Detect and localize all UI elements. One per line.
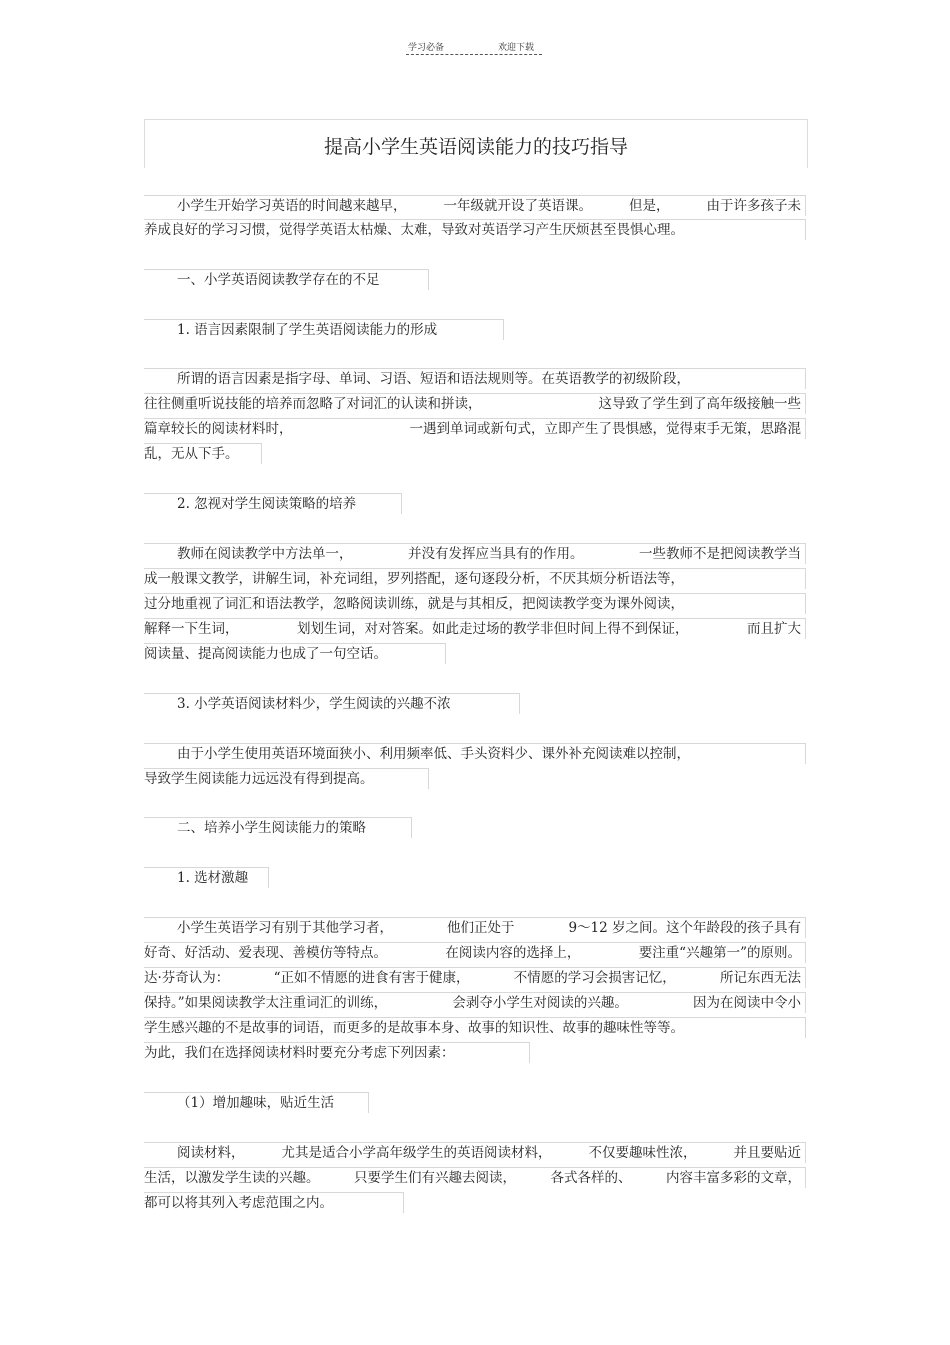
text-line xyxy=(144,219,806,240)
text-segment: “正如不情愿的进食有害于健康， xyxy=(273,970,470,986)
text-line xyxy=(144,618,806,639)
text-segment: 所谓的语言因素是指字母、单词、习语、短语和语法规则等。在英语教学的初级阶段， xyxy=(177,371,690,387)
text-segment: 会剥夺小学生对阅读的兴趣。 xyxy=(452,995,628,1011)
text-segment: 他们正处于 xyxy=(446,920,515,936)
text-segment: 但是， xyxy=(629,198,670,214)
text-line xyxy=(144,693,520,714)
text-segment: 学生感兴趣的不是故事的词语，而更多的是故事本身、故事的知识性、故事的趣味性等等。 xyxy=(144,1020,684,1036)
text-segment: 各式各样的、 xyxy=(550,1170,632,1186)
text-line xyxy=(144,393,806,414)
text-line xyxy=(144,1167,806,1188)
text-segment: 保持。”如果阅读教学太注重词汇的训练， xyxy=(144,995,388,1011)
text-segment: 阅读材料， xyxy=(177,1145,245,1161)
text-segment: 达·芬奇认为： xyxy=(144,970,230,986)
text-segment: 由于许多孩子未 xyxy=(706,198,801,214)
page-header xyxy=(406,38,542,55)
text-segment: 为此，我们在选择阅读材料时要充分考虑下列因素： xyxy=(144,1045,455,1061)
text-segment: 生活，以激发学生读的兴趣。 xyxy=(144,1170,320,1186)
text-line xyxy=(144,1017,806,1038)
text-line xyxy=(144,1042,530,1063)
text-segment: 9～12 岁之间。这个年龄段的孩子具有 xyxy=(568,920,801,936)
text-segment: 由于小学生使用英语环境面狭小、利用频率低、手头资料少、课外补充阅读难以控制， xyxy=(177,746,690,762)
header-left-text: 学习必备 xyxy=(408,43,445,53)
text-segment: 划划生词，对对答案。如此走过场的教学非但时间上得不到保证， xyxy=(297,621,689,637)
text-line xyxy=(144,942,806,963)
text-segment: 要注重“兴趣第一”的原则。 xyxy=(638,945,801,961)
text-line xyxy=(144,1092,369,1113)
text-segment: 1. 选材激趣 xyxy=(177,870,249,886)
text-segment: 一遇到单词或新句式，立即产生了畏惧感，觉得束手无策，思路混 xyxy=(409,421,801,437)
text-segment: 导致学生阅读能力远远没有得到提高。 xyxy=(144,771,374,787)
text-segment: （1）增加趣味，贴近生活 xyxy=(177,1095,335,1111)
text-line xyxy=(144,493,402,514)
text-segment: 并且要贴近 xyxy=(733,1145,801,1161)
text-line xyxy=(144,443,262,464)
text-line xyxy=(144,967,806,988)
text-segment: 内容丰富多彩的文章， xyxy=(666,1170,801,1186)
text-segment: 小学生英语学习有别于其他学习者， xyxy=(177,920,393,936)
text-segment: 一、小学英语阅读教学存在的不足 xyxy=(177,272,380,288)
text-segment: 养成良好的学习习惯，觉得学英语太枯燥、太难，导致对英语学习产生厌烦甚至畏惧心理。 xyxy=(144,222,684,238)
text-segment: 只要学生们有兴趣去阅读， xyxy=(354,1170,516,1186)
text-segment: 二、培养小学生阅读能力的策略 xyxy=(177,820,366,836)
text-segment: 这导致了学生到了高年级接触一些 xyxy=(598,396,801,412)
text-segment: 过分地重视了词汇和语法教学，忽略阅读训练，就是与其相反，把阅读教学变为课外阅读， xyxy=(144,596,684,612)
text-line xyxy=(144,593,806,614)
text-segment: 一些教师不是把阅读教学当 xyxy=(639,546,801,562)
text-segment: 乱，无从下手。 xyxy=(144,446,239,462)
text-line xyxy=(144,643,446,664)
text-segment: 都可以将其列入考虑范围之内。 xyxy=(144,1195,333,1211)
text-segment: 1. 语言因素限制了学生英语阅读能力的形成 xyxy=(177,322,438,338)
text-segment: 篇章较长的阅读材料时， xyxy=(144,421,293,437)
text-segment: 因为在阅读中令小 xyxy=(693,995,801,1011)
text-line xyxy=(144,867,269,888)
text-segment: 教师在阅读教学中方法单一， xyxy=(177,546,353,562)
text-segment: 阅读量、提高阅读能力也成了一句空话。 xyxy=(144,646,387,662)
text-segment: 3. 小学英语阅读材料少，学生阅读的兴趣不浓 xyxy=(177,696,451,712)
text-segment: 在阅读内容的选择上， xyxy=(445,945,581,961)
text-line xyxy=(144,743,806,764)
text-segment: 不仅要趣味性浓， xyxy=(588,1145,697,1161)
text-line xyxy=(144,319,504,340)
text-line xyxy=(144,543,806,564)
text-segment: 成一般课文教学，讲解生词，补充词组，罗列搭配，逐句逐段分析，不厌其烦分析语法等， xyxy=(144,571,684,587)
text-line xyxy=(144,768,429,789)
text-line xyxy=(144,992,806,1013)
text-line xyxy=(144,368,806,389)
text-segment: 2. 忽视对学生阅读策略的培养 xyxy=(177,496,357,512)
text-segment: 小学生开始学习英语的时间越来越早， xyxy=(177,198,407,214)
text-line xyxy=(144,568,806,589)
document-title: 提高小学生英语阅读能力的技巧指导 xyxy=(144,119,808,168)
text-segment: 所记东西无法 xyxy=(720,970,801,986)
text-line xyxy=(144,917,806,938)
text-line xyxy=(144,418,806,439)
text-segment: 往往侧重听说技能的培养而忽略了对词汇的认读和拼读， xyxy=(144,396,482,412)
header-right-text: 欢迎下载 xyxy=(498,43,535,53)
text-line xyxy=(144,817,412,838)
text-segment: 而且扩大 xyxy=(747,621,801,637)
text-line xyxy=(144,195,806,216)
text-line xyxy=(144,1142,806,1163)
text-segment: 尤其是适合小学高年级学生的英语阅读材料， xyxy=(281,1145,552,1161)
text-segment: 解释一下生词， xyxy=(144,621,239,637)
text-segment: 不情愿的学习会损害记忆， xyxy=(513,970,676,986)
text-line xyxy=(144,1192,404,1213)
text-line xyxy=(144,269,429,290)
text-segment: 并没有发挥应当具有的作用。 xyxy=(408,546,584,562)
text-segment: 好奇、好活动、爱表现、善模仿等特点。 xyxy=(144,945,387,961)
text-segment: 一年级就开设了英语课。 xyxy=(443,198,592,214)
